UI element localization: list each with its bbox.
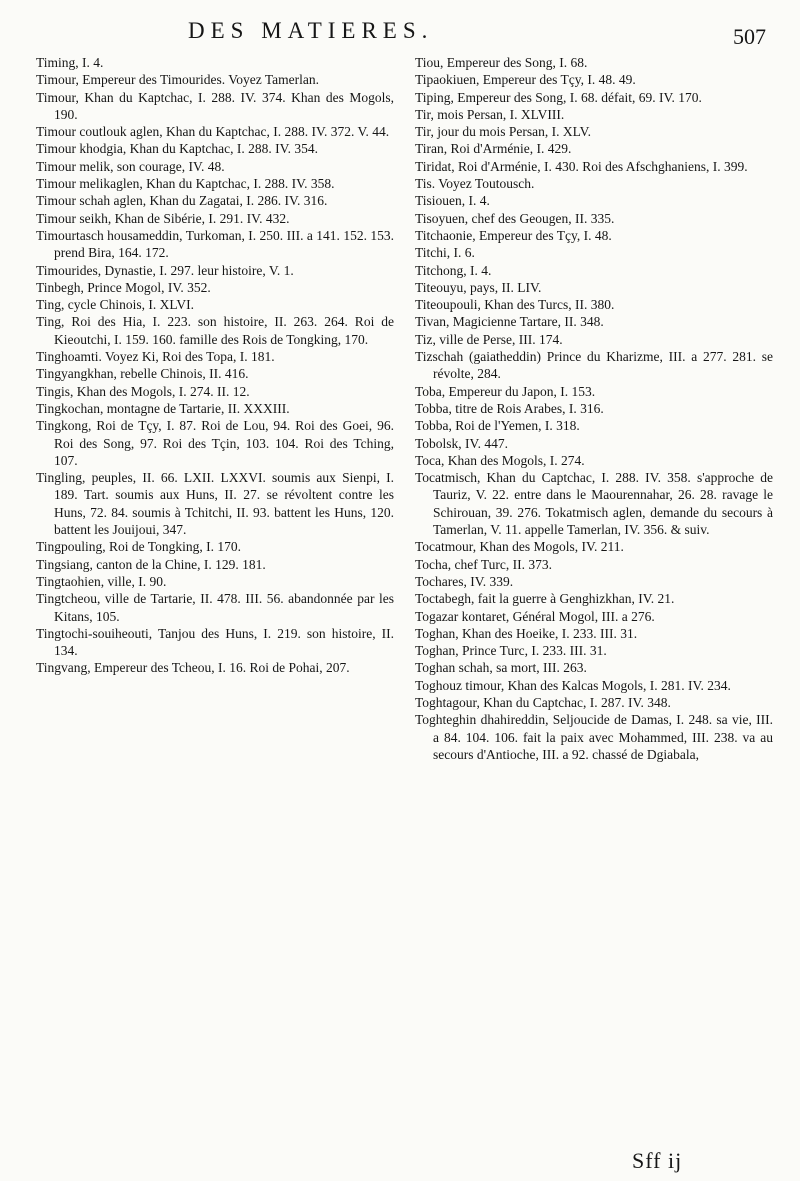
index-entry: Tingyangkhan, rebelle Chinois, II. 416.	[36, 366, 249, 382]
index-entry: Tingtcheou, ville de Tartarie, II. 478. III. 56. abandonnée par les Kitans, 105.	[36, 591, 394, 624]
index-entry: Timourides, Dynastie, I. 297. leur histoire, V. 1.	[36, 262, 294, 278]
index-entry: Toghteghin dhahireddin, Seljoucide de Damas, I. 248. sa vie, III. a 84. 104. 106. fait la paix avec Mohammed, III. 238. va au secours d'Antioche, III. a 92. chassé de Dgiabala,	[415, 712, 773, 762]
index-entry: Tingkochan, montagne de Tartarie, II. XXXIII.	[36, 400, 290, 416]
index-entry: Tingpouling, Roi de Tongking, I. 170.	[36, 539, 241, 555]
index-entry: Toghan, Khan des Hoeike, I. 233. III. 31.	[415, 625, 638, 641]
index-entry: Tipaokiuen, Empereur des Tçy, I. 48. 49.	[415, 72, 636, 88]
index-entry: Titeouyu, pays, II. LIV.	[415, 279, 542, 295]
index-entry: Tisoyuen, chef des Geougen, II. 335.	[415, 210, 615, 226]
index-entry: Tocatmisch, Khan du Captchac, I. 288. IV. 358. s'approche de Tauriz, V. 22. entre dans le Maourennahar, 26. 28. ravage le Schirouan, 39. 276. Tokatmisch aglen, demande du secours à Tamerlan, V. 11. appelle Tamerlan, IV. 356. & suiv.	[415, 470, 773, 538]
index-entry: Tir, mois Persan, I. XLVIII.	[415, 106, 565, 122]
index-entry: Tisiouen, I. 4.	[415, 193, 490, 209]
index-column-left	[36, 54, 394, 677]
index-entry: Timour seikh, Khan de Sibérie, I. 291. IV. 432.	[36, 210, 290, 226]
index-entry: Toghouz timour, Khan des Kalcas Mogols, I. 281. IV. 234.	[415, 677, 731, 693]
index-entry: Timour khodgia, Khan du Kaptchac, I. 288. IV. 354.	[36, 141, 318, 157]
index-entry: Tiran, Roi d'Arménie, I. 429.	[415, 141, 572, 157]
index-entry: Tizschah (gaiatheddin) Prince du Kharizme, III. a 277. 281. se révolte, 284.	[415, 349, 773, 382]
index-entry: Tobba, Roi de l'Yemen, I. 318.	[415, 418, 580, 434]
index-entry: Tir, jour du mois Persan, I. XLV.	[415, 124, 591, 140]
index-entry: Titchaonie, Empereur des Tçy, I. 48.	[415, 227, 612, 243]
index-entry: Tingsiang, canton de la Chine, I. 129. 181.	[36, 556, 266, 572]
signature-mark: Sff ij	[632, 1148, 683, 1173]
index-entry: Toctabegh, fait la guerre à Genghizkhan, IV. 21.	[415, 591, 675, 607]
index-entry: Ting, cycle Chinois, I. XLVI.	[36, 297, 195, 313]
index-entry: Timour, Empereur des Timourides. Voyez Tamerlan.	[36, 72, 319, 88]
index-entry: Tinbegh, Prince Mogol, IV. 352.	[36, 279, 211, 295]
index-entry: Toghan schah, sa mort, III. 263.	[415, 660, 587, 676]
index-entry: Tiridat, Roi d'Arménie, I. 430. Roi des Afschghaniens, I. 399.	[415, 158, 748, 174]
index-entry: Tiou, Empereur des Song, I. 68.	[415, 55, 588, 70]
index-entry: Tingtaohien, ville, I. 90.	[36, 573, 167, 589]
index-entry: Timour coutlouk aglen, Khan du Kaptchac, I. 288. IV. 372. V. 44.	[36, 124, 390, 140]
index-entry: Tinghoamti. Voyez Ki, Roi des Topa, I. 181.	[36, 349, 275, 365]
index-entry: Titchong, I. 4.	[415, 262, 492, 278]
index-entry: Timour, Khan du Kaptchac, I. 288. IV. 374. Khan des Mogols, 190.	[36, 89, 394, 122]
index-entry: Togazar kontaret, Général Mogol, III. a 276.	[415, 608, 655, 624]
running-title: DES MATIERES.	[188, 18, 434, 43]
index-column-right	[415, 54, 773, 763]
index-entry: Timing, I. 4.	[36, 55, 104, 70]
index-entry: Tivan, Magicienne Tartare, II. 348.	[415, 314, 604, 330]
index-entry: Tiz, ville de Perse, III. 174.	[415, 331, 563, 347]
index-entry: Tingvang, Empereur des Tcheou, I. 16. Roi de Pohai, 207.	[36, 660, 350, 676]
index-entry: Titchi, I. 6.	[415, 245, 475, 261]
index-entry: Ting, Roi des Hia, I. 223. son histoire, II. 263. 264. Roi de Kieoutchi, I. 159. 160. famille des Rois de Tongking, 170.	[36, 314, 394, 347]
index-entry: Tocha, chef Turc, II. 373.	[415, 556, 553, 572]
index-entry: Tingtochi-souiheouti, Tanjou des Huns, I. 219. son histoire, II. 134.	[36, 625, 394, 659]
page-header	[40, 14, 770, 48]
index-entry: Toghtagour, Khan du Captchac, I. 287. IV. 348.	[415, 694, 671, 710]
index-entry: Tingkong, Roi de Tçy, I. 87. Roi de Lou, 94. Roi des Goei, 96. Roi des Song, 97. Roi des Tçin, 103. 104. Roi des Tching, 107.	[36, 418, 394, 468]
index-entry: Tobba, titre de Rois Arabes, I. 316.	[415, 400, 604, 416]
index-entry: Tis. Voyez Toutousch.	[415, 176, 535, 192]
index-entry: Tiping, Empereur des Song, I. 68. défait, 69. IV. 170.	[415, 89, 702, 105]
index-entry: Tingling, peuples, II. 66. LXII. LXXVI. soumis aux Sienpi, I. 189. Tart. soumis aux Huns, II. 27. se révoltent contre les Huns, 72. 84. soumis à Tchitchi, II. 93. battent les Huns, 120. battent les Jouijoui, 347.	[36, 470, 394, 538]
page-number: 507	[733, 24, 766, 49]
index-entry: Timour melikaglen, Khan du Kaptchac, I. 288. IV. 358.	[36, 176, 335, 192]
index-entry: Titeoupouli, Khan des Turcs, II. 380.	[415, 297, 615, 313]
index-entry: Toghan, Prince Turc, I. 233. III. 31.	[415, 643, 607, 659]
index-entry: Timour schah aglen, Khan du Zagatai, I. 286. IV. 316.	[36, 193, 328, 209]
index-entry: Toca, Khan des Mogols, I. 274.	[415, 452, 585, 468]
index-entry: Tingis, Khan des Mogols, I. 274. II. 12.	[36, 383, 250, 399]
index-entry: Timourtasch housameddin, Turkoman, I. 250. III. a 141. 152. 153. prend Bira, 164. 172.	[36, 227, 394, 261]
index-entry: Toba, Empereur du Japon, I. 153.	[415, 383, 596, 399]
index-entry: Tocatmour, Khan des Mogols, IV. 211.	[415, 539, 624, 555]
index-entry: Tobolsk, IV. 447.	[415, 435, 508, 451]
index-entry: Tochares, IV. 339.	[415, 573, 514, 589]
index-entry: Timour melik, son courage, IV. 48.	[36, 158, 225, 174]
